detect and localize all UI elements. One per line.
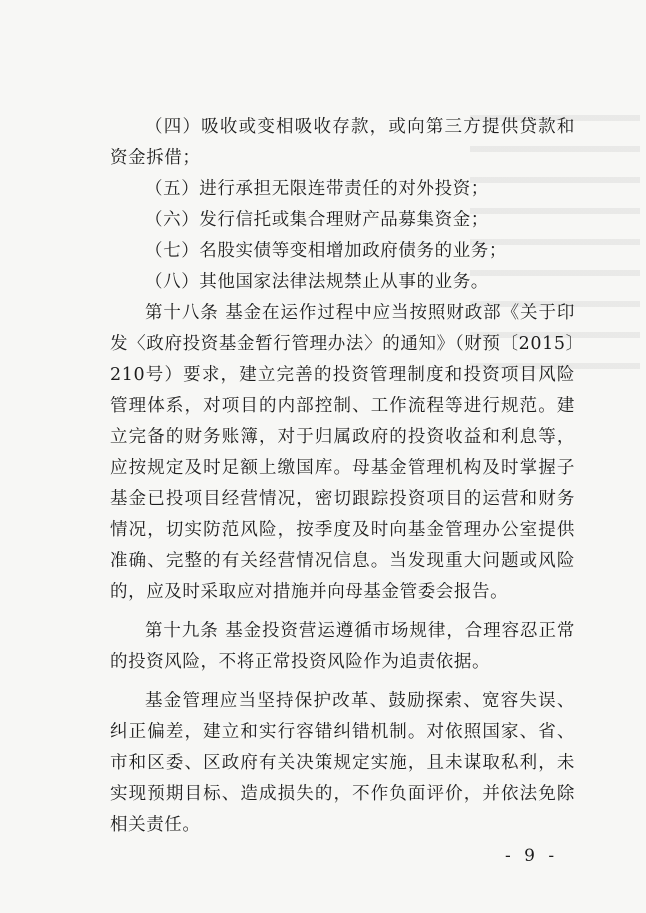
fault-tolerance-paragraph: 基金管理应当坚持保护改革、鼓励探索、宽容失误、纠正偏差，建立和实行容错纠错机制。对依照国家、省、市和区委、区政府有关决策规定实施，且未谋取私利，未实现预期目标、造成损失的，不作负面评价，并依法免除相关责任。: [110, 691, 575, 835]
article-18: 第十八条 基金在运作过程中应当按照财政部《关于印发〈政府投资基金暂行管理办法〉的通知》（财预〔2015〕210号）要求，建立完善的投资管理制度和投资项目风险管理体系，对项目的内部控制、工作流程等进行规范。建立完备的财务账簿，对于归属政府的投资收益和利息等，应按规定及时足额上缴国库。母基金管理机构及时掌握子基金已投项目经营情况，密切跟踪投资项目的运营和财务情况，切实防范风险，按季度及时向基金管理办公室提供准确、完整的有关经营情况信息。当发现重大问题或风险的，应及时采取应对措施并向母基金管委会报告。: [110, 303, 575, 602]
clause-item-4: （四）吸收或变相吸收存款，或向第三方提供贷款和资金拆借；: [110, 117, 575, 168]
clause-item-8: （八）其他国家法律法规禁止从事的业务。: [145, 272, 489, 292]
clause-item-6: （六）发行信托或集合理财产品募集资金；: [145, 210, 489, 230]
page-number: - 9 -: [505, 846, 559, 866]
body-text: [110, 112, 575, 841]
article-19: 第十九条 基金投资营运遵循市场规律，合理容忍正常的投资风险，不将正常投资风险作为追责依据。: [110, 621, 575, 672]
clause-item-7: （七）名股实债等变相增加政府债务的业务；: [145, 241, 507, 261]
clause-item-5: （五）进行承担无限连带责任的对外投资；: [145, 179, 489, 199]
